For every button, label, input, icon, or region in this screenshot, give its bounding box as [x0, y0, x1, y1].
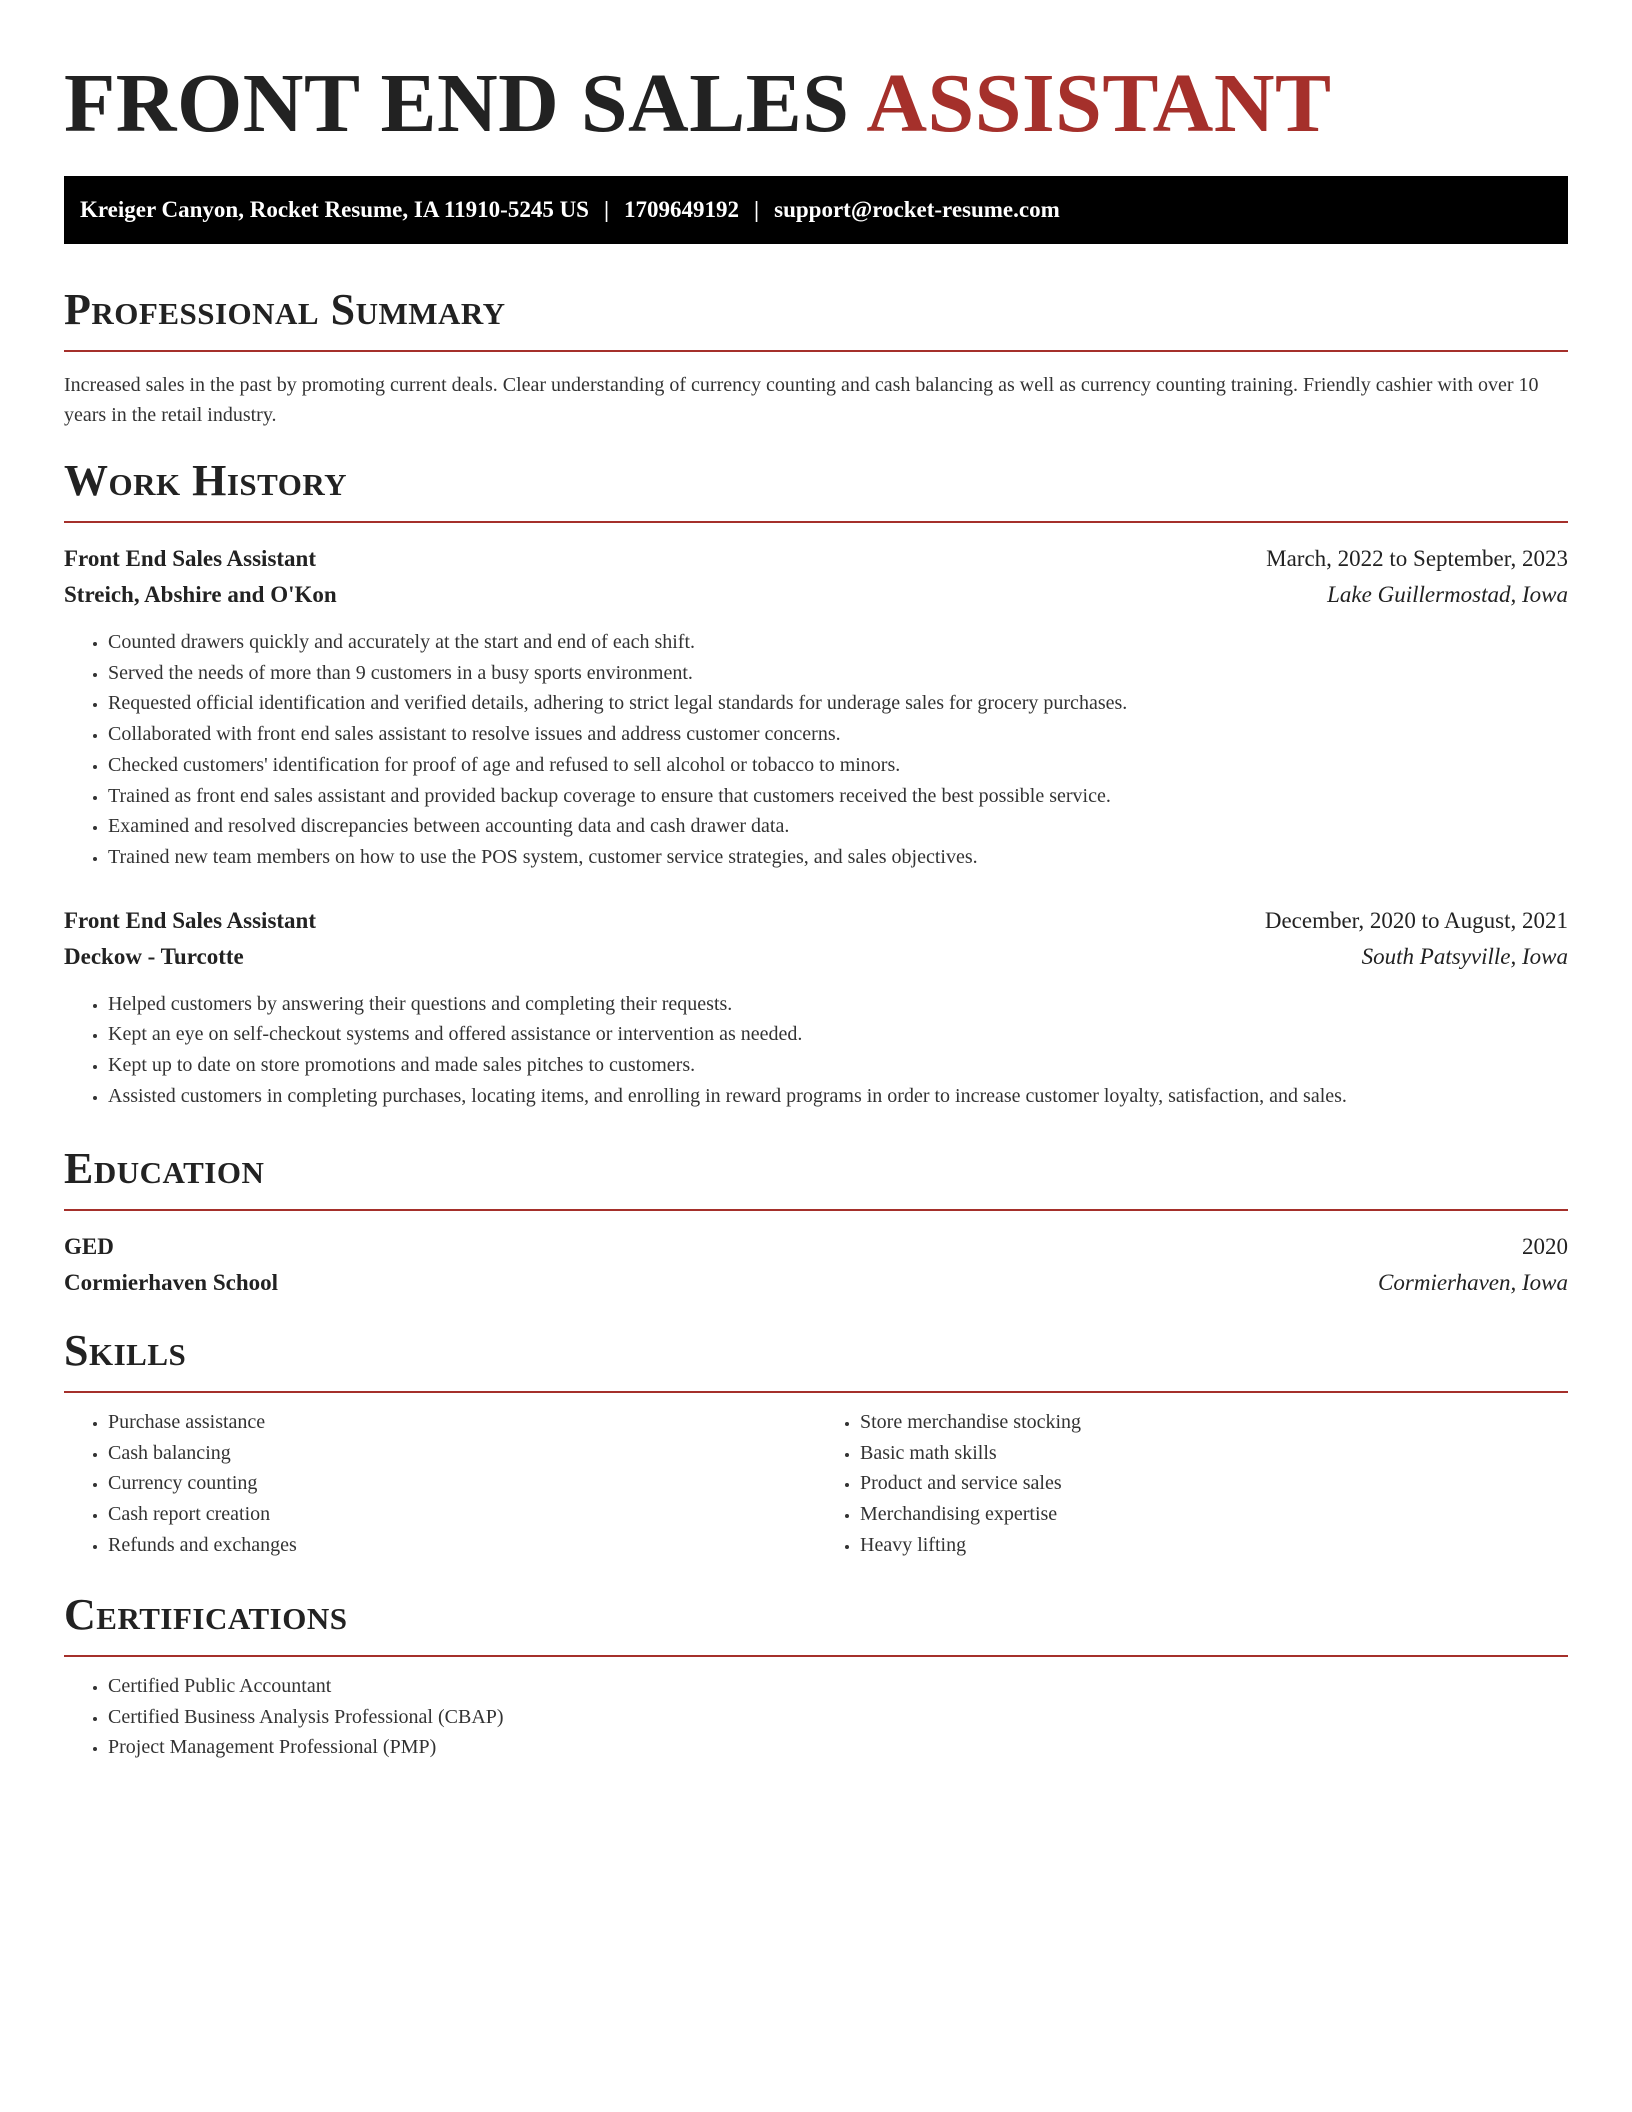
education-entry	[64, 1229, 1568, 1301]
job-title: Front End Sales Assistant	[64, 907, 317, 933]
title-main: FRONT END SALES	[64, 57, 850, 150]
list-item: • Certified Business Analysis Professional (CBAP)	[108, 1702, 1568, 1733]
list-item: • Product and service sales	[860, 1468, 1568, 1499]
skills-section	[64, 1325, 1568, 1561]
education-section	[64, 1143, 1568, 1301]
list-item: • Basic math skills	[860, 1438, 1568, 1469]
education-school-row	[64, 1265, 1568, 1301]
list-item: • Merchandising expertise	[860, 1499, 1568, 1530]
job-entry	[64, 903, 1568, 1112]
job-location: Lake Guillermostad, Iowa	[1327, 582, 1568, 607]
contact-separator: |	[603, 197, 610, 222]
job-location: South Patsyville, Iowa	[1361, 943, 1568, 969]
job-title-row	[64, 903, 1568, 939]
list-item: • Refunds and exchanges	[108, 1530, 816, 1561]
list-item: • Currency counting	[108, 1468, 816, 1499]
job-company: Deckow - Turcotte	[64, 943, 244, 969]
summary-section	[64, 284, 1568, 430]
title-accent: ASSISTANT	[866, 57, 1332, 150]
job-duties-list	[64, 989, 1568, 1112]
contact-email: support@rocket-resume.com	[774, 197, 1060, 222]
list-item: • Trained new team members on how to use the POS system, customer service strategies, and sales objectives.	[108, 842, 1568, 873]
list-item: • Certified Public Accountant	[108, 1671, 1568, 1702]
summary-heading: Professional Summary	[64, 284, 1568, 352]
certifications-list	[64, 1671, 1568, 1763]
job-duties-list	[64, 627, 1568, 873]
list-item: • Assisted customers in completing purchases, locating items, and enrolling in reward programs in order to increase customer loyalty, satisfaction, and sales.	[108, 1081, 1568, 1112]
skills-list-left	[64, 1407, 816, 1561]
list-item: • Examined and resolved discrepancies between accounting data and cash drawer data.	[108, 811, 1568, 842]
contact-phone: 1709649192	[624, 197, 740, 222]
list-item: • Checked customers' identification for proof of age and refused to sell alcohol or tobacco to minors.	[108, 750, 1568, 781]
list-item: • Store merchandise stocking	[860, 1407, 1568, 1438]
list-item: • Cash balancing	[108, 1438, 816, 1469]
list-item: • Requested official identification and verified details, adhering to strict legal standards for underage sales for grocery purchases.	[108, 688, 1568, 719]
certifications-heading: Certifications	[64, 1589, 1568, 1657]
education-year: 2020	[1522, 1234, 1568, 1259]
list-item: • Cash report creation	[108, 1499, 816, 1530]
job-title-row	[64, 541, 1568, 577]
job-company-row	[64, 577, 1568, 613]
contact-address: Kreiger Canyon, Rocket Resume, IA 11910-5245 US	[80, 197, 589, 222]
skills-columns	[64, 1407, 1568, 1561]
list-item: • Project Management Professional (PMP)	[108, 1732, 1568, 1763]
job-company-row	[64, 939, 1568, 975]
skills-list-right	[816, 1407, 1568, 1561]
certifications-section	[64, 1589, 1568, 1763]
work-history-section	[64, 455, 1568, 1111]
list-item: • Served the needs of more than 9 customers in a busy sports environment.	[108, 658, 1568, 689]
job-company: Streich, Abshire and O'Kon	[64, 582, 337, 607]
education-heading: Education	[64, 1143, 1568, 1211]
list-item: • Helped customers by answering their questions and completing their requests.	[108, 989, 1568, 1020]
list-item: • Trained as front end sales assistant and provided backup coverage to ensure that customers received the best possible service.	[108, 781, 1568, 812]
list-item: • Kept an eye on self-checkout systems and offered assistance or intervention as needed.	[108, 1019, 1568, 1050]
list-item: • Collaborated with front end sales assistant to resolve issues and address customer concerns.	[108, 719, 1568, 750]
education-degree-row	[64, 1229, 1568, 1265]
contact-bar	[64, 176, 1568, 244]
education-location: Cormierhaven, Iowa	[1378, 1270, 1568, 1295]
contact-separator: |	[754, 197, 760, 222]
list-item: • Kept up to date on store promotions and made sales pitches to customers.	[108, 1050, 1568, 1081]
job-title: Front End Sales Assistant	[64, 546, 317, 571]
summary-text: Increased sales in the past by promoting current deals. Clear understanding of currency counting and cash balancing as well as currency counting training. Friendly cashier with over 10 years in the retail industry.	[64, 374, 1539, 426]
list-item: • Purchase assistance	[108, 1407, 816, 1438]
job-dates: March, 2022 to September, 2023	[1266, 546, 1568, 571]
education-degree: GED	[64, 1234, 114, 1259]
education-school: Cormierhaven School	[64, 1270, 279, 1295]
skills-heading: Skills	[64, 1325, 1568, 1393]
list-item: • Heavy lifting	[860, 1530, 1568, 1561]
job-entry	[64, 541, 1568, 873]
work-history-heading: Work History	[64, 455, 1568, 523]
job-dates: December, 2020 to August, 2021	[1264, 907, 1568, 933]
page-title	[64, 56, 1332, 152]
list-item: • Counted drawers quickly and accurately at the start and end of each shift.	[108, 627, 1568, 658]
